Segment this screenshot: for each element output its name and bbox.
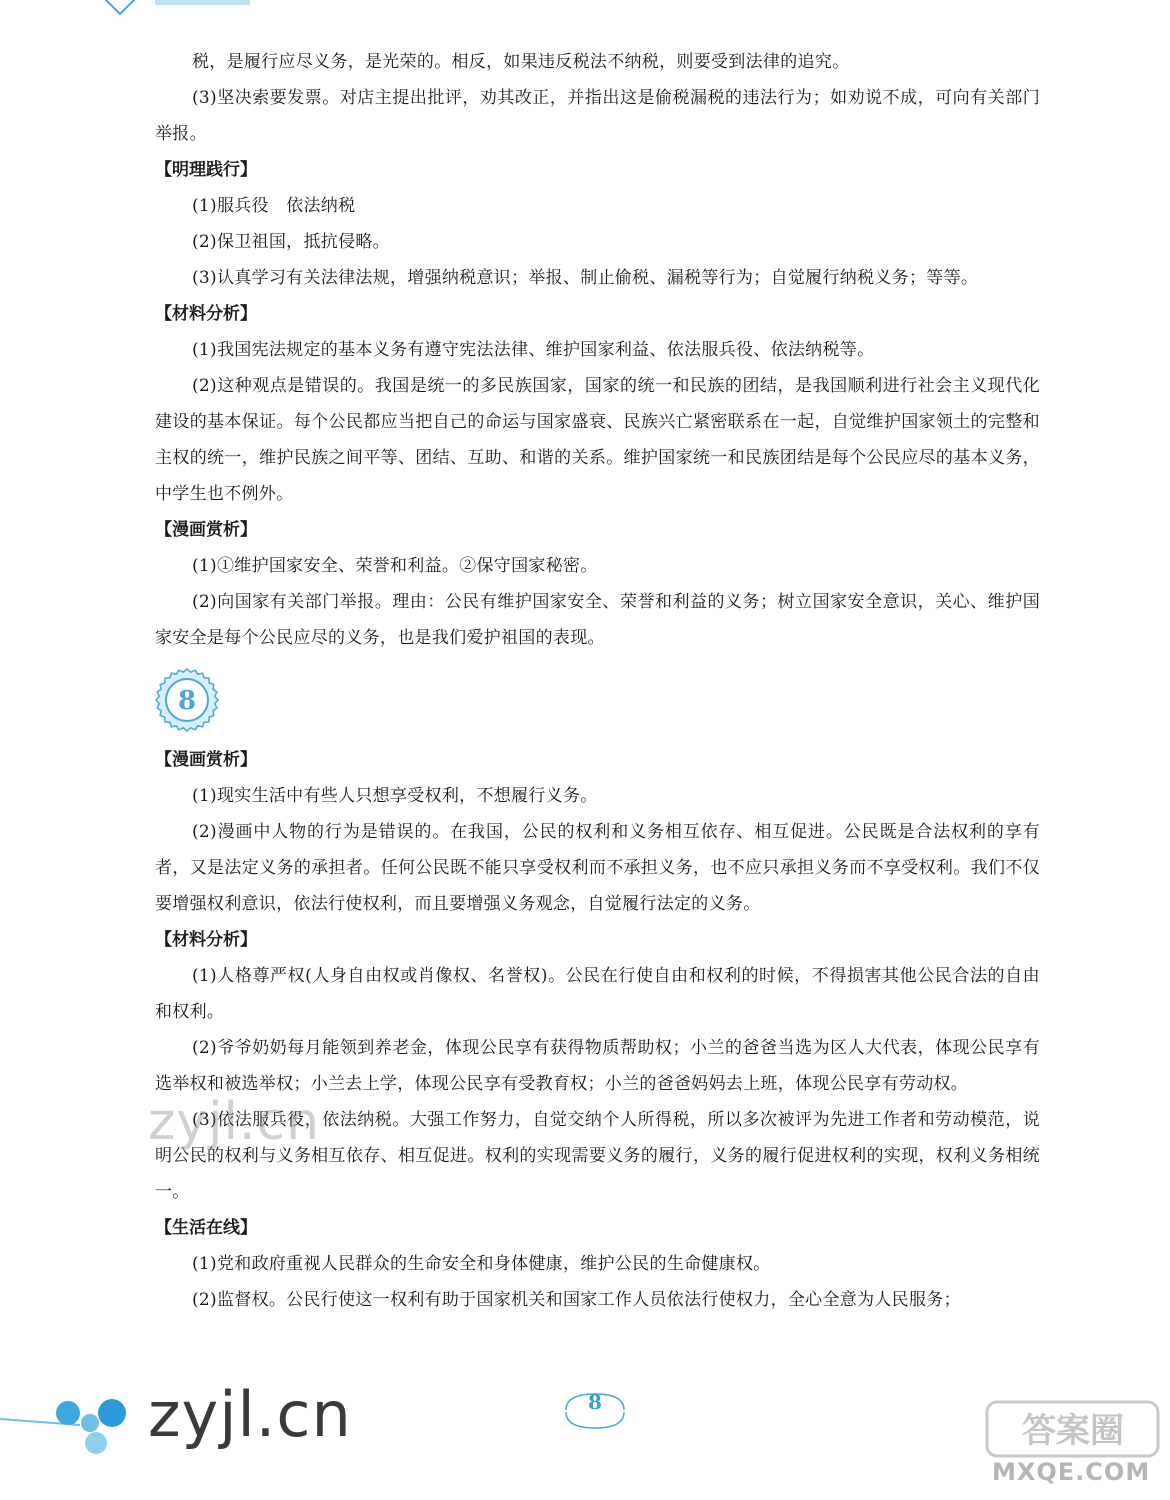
unit-number: 8 [177, 686, 197, 716]
paragraph: (1)现实生活中有些人只想享受权利，不想履行义务。 [192, 786, 598, 806]
paragraph: (2)监督权。公民行使这一权利有助于国家机关和国家工作人员依法行使权力，全心全意为人民服务； [192, 1290, 961, 1310]
paragraph: (3)认真学习有关法律法规，增强纳税意识；举报、制止偷税、漏税等行为；自觉履行纳税义务；等等。 [192, 268, 979, 288]
section-heading: 【生活在线】 [155, 1218, 257, 1238]
paragraph: (1)我国宪法规定的基本义务有遵守宪法法律、维护国家利益、依法服兵役、依法纳税等。 [192, 340, 875, 360]
paragraph: (3)依法服兵役，依法纳税。大强工作努力，自觉交纳个人所得税，所以多次被评为先进工作者和劳动模范，说明公民的权利与义务相互依存、相互促进。权利的实现需要义务的履行，义务的履行促进权利的实现，权利义务相统一。 [155, 1110, 1040, 1202]
section-heading: 【漫画赏析】 [155, 520, 257, 540]
watermark-mid: zyjl.cn [148, 1092, 321, 1152]
header-bar [155, 0, 250, 5]
paragraph: (2)保卫祖国，抵抗侵略。 [192, 232, 390, 252]
page-number-badge [560, 1388, 630, 1434]
section-heading: 【材料分析】 [155, 304, 257, 324]
paragraph: (1)人格尊严权(人身自由权或肖像权、名誉权)。公民在行使自由和权利的时候，不得损害其他公民合法的自由和权利。 [155, 966, 1040, 1022]
paragraph: (2)漫画中人物的行为是错误的。在我国，公民的权利和义务相互依存、相互促进。公民既是合法权利的享有者，又是法定义务的承担者。任何公民既不能只享受权利而不承担义务，也不应只承担义务而不享受权利。我们不仅要增强权利意识，依法行使权利，而且要增强义务观念，自觉履行法定的义务。 [155, 822, 1040, 914]
corner-diamond-icon [100, 0, 140, 16]
paragraph: (2)爷爷奶奶每月能领到养老金，体现公民享有获得物质帮助权；小兰的爸爸当选为区人大代表，体现公民享有选举权和被选举权；小兰去上学，体现公民享有受教育权；小兰的爸爸妈妈去上班，体现公民享有劳动权。 [155, 1038, 1040, 1094]
page-number: 8 [588, 1390, 602, 1414]
paragraph: (2)这种观点是错误的。我国是统一的多民族国家，国家的统一和民族的团结，是我国顺利进行社会主义现代化建设的基本保证。每个公民都应当把自己的命运与国家盛衰、民族兴亡紧密联系在一起，自觉维护国家领土的完整和主权的统一，维护民族之间平等、团结、互助、和谐的关系。维护国家统一和民族团结是每个公民应尽的基本义务，中学生也不例外。 [155, 376, 1040, 504]
footer-dots-decoration [0, 1385, 140, 1465]
section-heading: 【明理践行】 [155, 160, 257, 180]
paragraph: (1)党和政府重视人民群众的生命安全和身体健康，维护公民的生命健康权。 [192, 1254, 771, 1274]
mxqe-logo-text: 答案圈 [1022, 1411, 1124, 1451]
paragraph: (3)坚决索要发票。对店主提出批评，劝其改正，并指出这是偷税漏税的违法行为；如劝说不成，可向有关部门举报。 [155, 88, 1040, 144]
paragraph: (2)向国家有关部门举报。理由：公民有维护国家安全、荣誉和利益的义务；树立国家安全意识，关心、维护国家安全是每个公民应尽的义务，也是我们爱护祖国的表现。 [155, 592, 1040, 648]
paragraph: 税，是履行应尽义务，是光荣的。相反，如果违反税法不纳税，则要受到法律的追究。 [192, 52, 850, 72]
unit-number-badge [155, 668, 219, 732]
section-heading: 【漫画赏析】 [155, 750, 257, 770]
section-heading: 【材料分析】 [155, 930, 257, 950]
footer-watermark: zyjl.cn [148, 1378, 352, 1451]
paragraph: (1)服兵役 依法纳税 [192, 196, 356, 216]
mxqe-url: MXQE.COM [992, 1458, 1151, 1486]
paragraph: (1)①维护国家安全、荣誉和利益。②保守国家秘密。 [192, 556, 598, 576]
mxqe-logo [985, 1400, 1160, 1460]
